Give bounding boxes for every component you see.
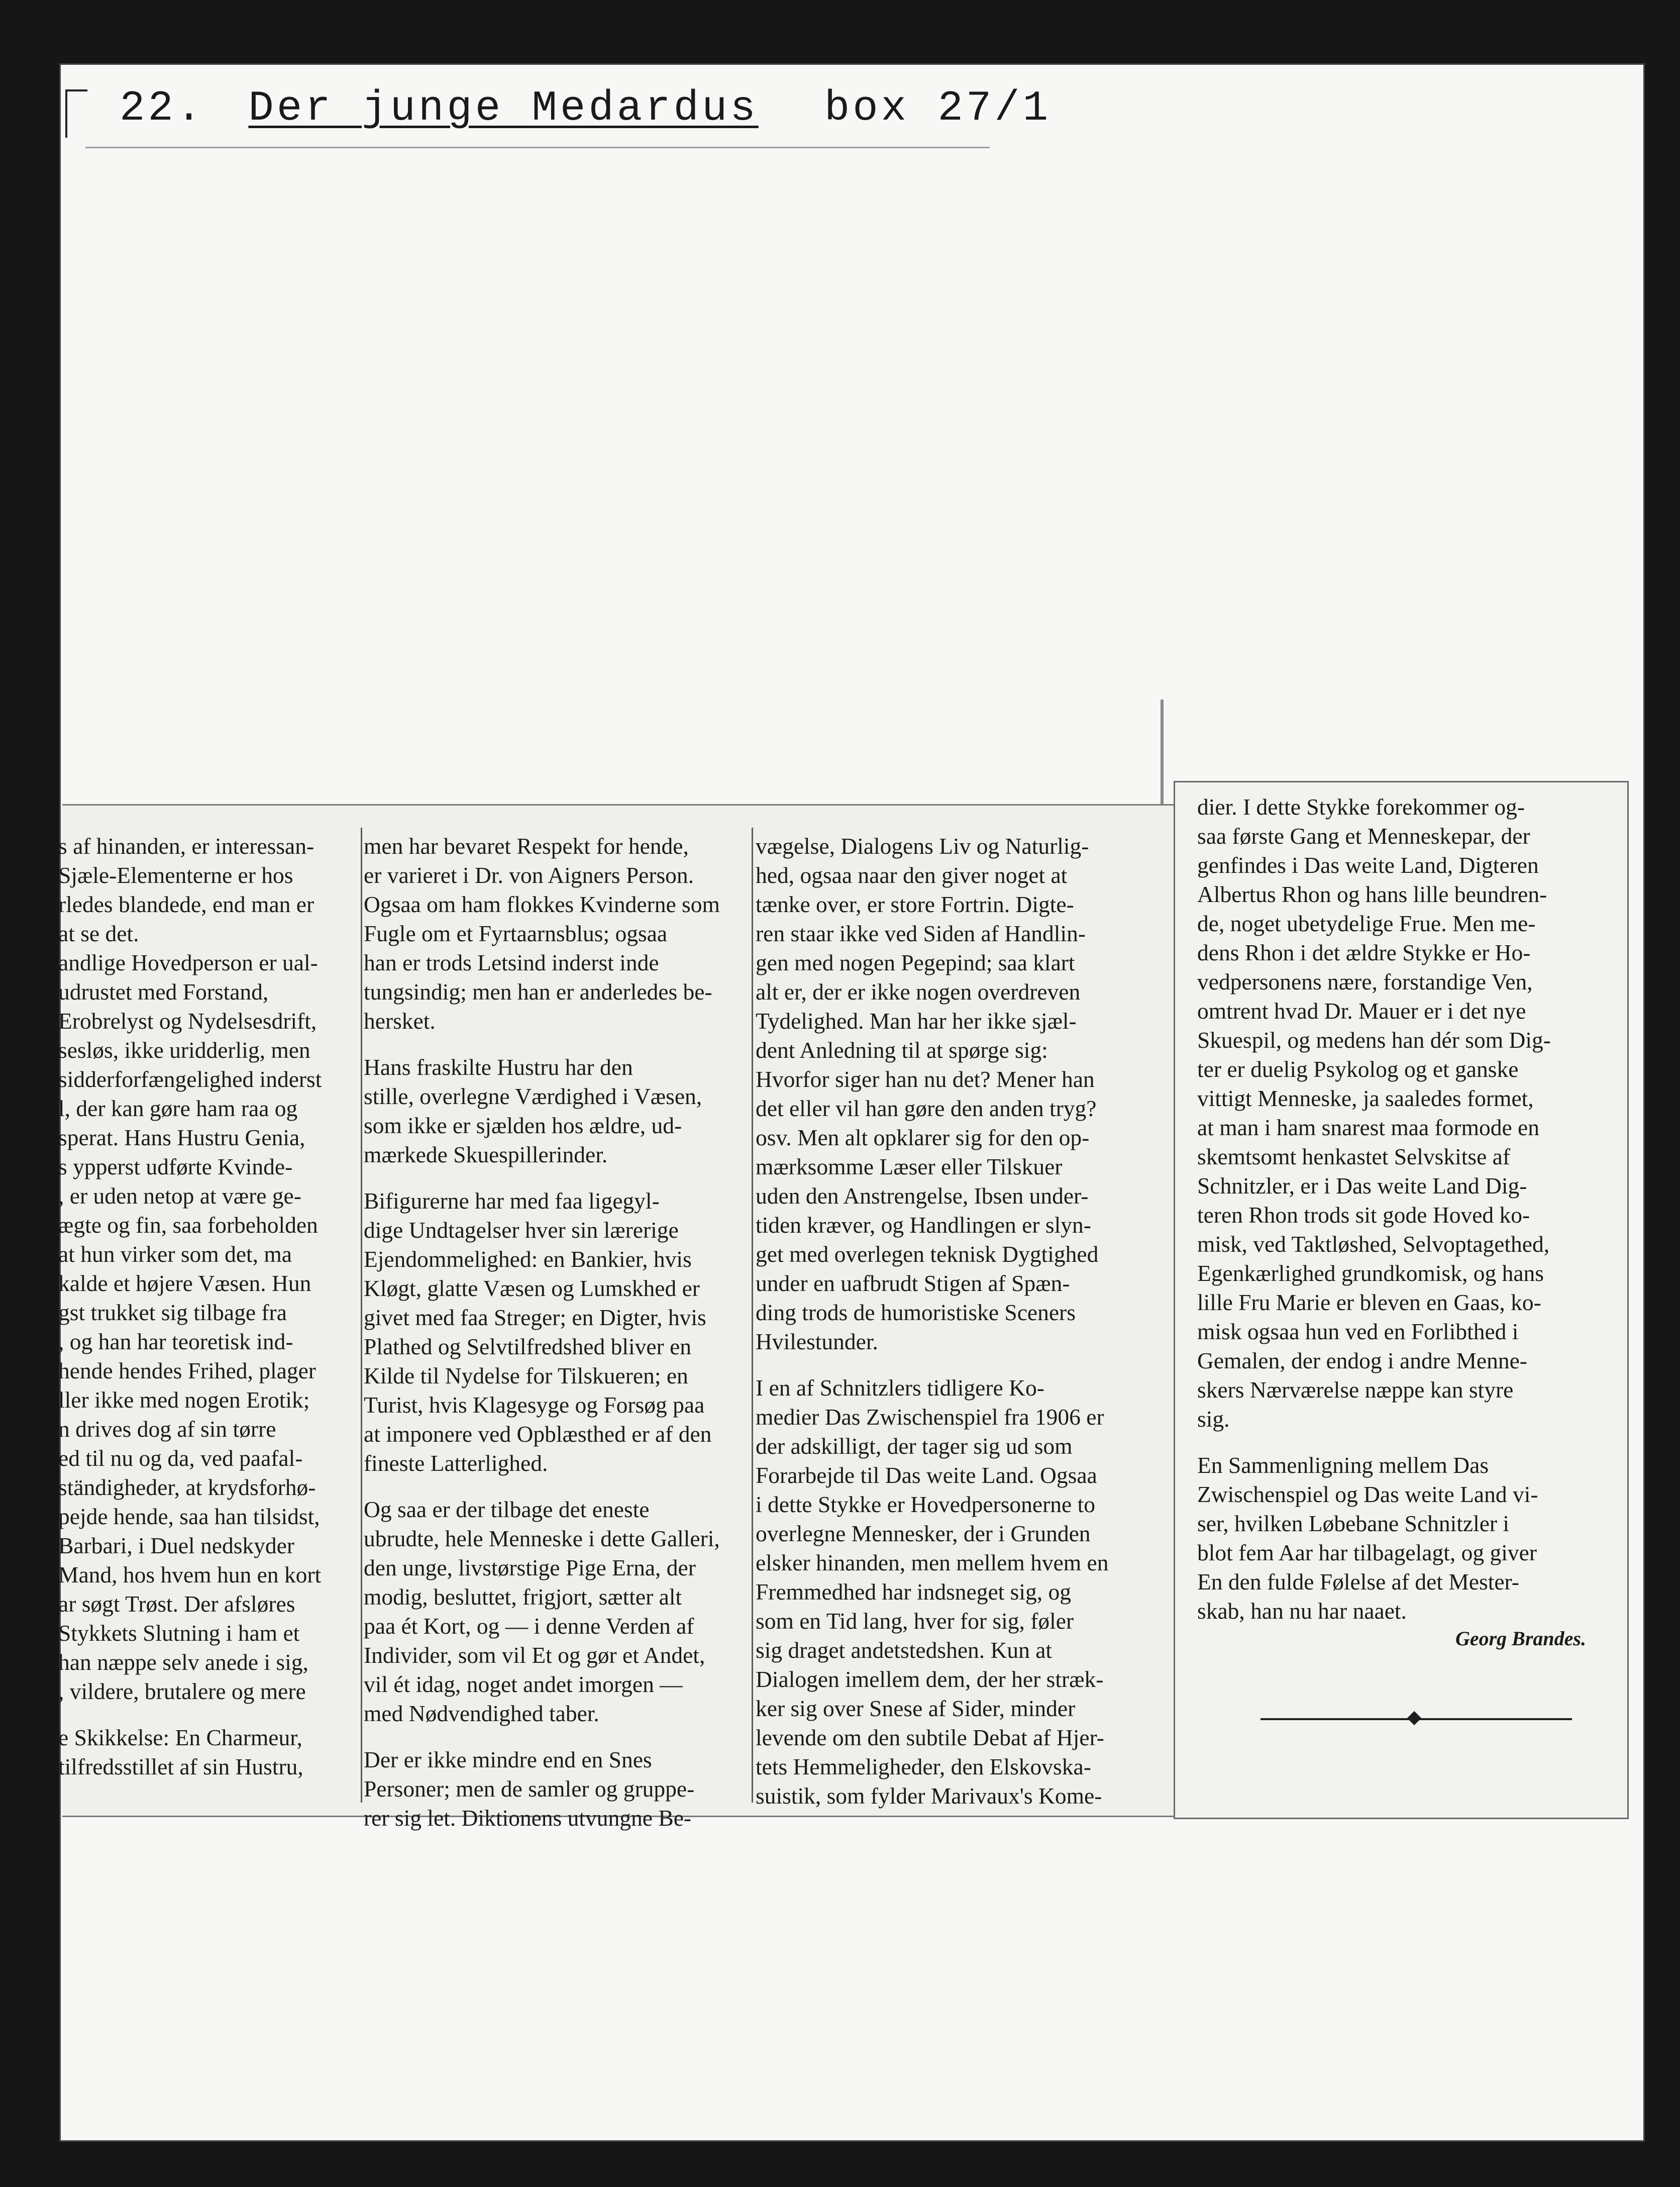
text-line: at man i ham snarest maa formode en	[1197, 1115, 1539, 1140]
text-line: pejde hende, saa han tilsidst,	[58, 1504, 320, 1529]
text-line: Der er ikke mindre end en Snes	[364, 1747, 652, 1772]
text-line: hersket.	[364, 1008, 436, 1034]
text-line: Turist, hvis Klagesyge og Forsøg paa	[364, 1392, 705, 1418]
text-line: Ejendommelighed: en Bankier, hvis	[364, 1246, 692, 1272]
text-line: ding trods de humoristiske Sceners	[756, 1300, 1076, 1325]
article-column-4	[1197, 792, 1609, 1626]
text-line: Kilde til Nydelse for Tilskueren; en	[364, 1363, 688, 1388]
text-line: Hvilestunder.	[756, 1329, 878, 1354]
text-line: Barbari, i Duel nedskyder	[58, 1533, 295, 1558]
text-line: blot fem Aar har tilbagelagt, og giver	[1197, 1540, 1537, 1565]
text-line: vægelse, Dialogens Liv og Naturlig-	[756, 833, 1089, 859]
text-line: i dette Stykke er Hovedpersonerne to	[756, 1492, 1095, 1517]
text-line: han er trods Letsind inderst inde	[364, 950, 659, 975]
text-line: Dialogen imellem dem, der her stræk-	[756, 1666, 1104, 1692]
text-line: alt er, der er ikke nogen overdreven	[756, 979, 1081, 1005]
text-line: hed, ogsaa naar den giver noget at	[756, 862, 1068, 888]
text-line: den unge, livstørstige Pige Erna, der	[364, 1555, 696, 1580]
text-line: Fremmedhed har indsneget sig, og	[756, 1579, 1072, 1605]
text-line: ar søgt Trøst. Der afsløres	[58, 1591, 295, 1617]
text-line: , vildere, brutalere og mere	[58, 1678, 306, 1704]
text-line: Erobrelyst og Nydelsesdrift,	[58, 1008, 317, 1034]
text-line: ständigheder, at krydsforhø-	[58, 1474, 316, 1500]
text-line: ed til nu og da, ved paafal-	[58, 1445, 303, 1471]
text-line: ser, hvilken Løbebane Schnitzler i	[1197, 1511, 1510, 1536]
text-line: En den fulde Følelse af det Mester-	[1197, 1569, 1519, 1595]
text-line: Hans fraskilte Hustru har den	[364, 1054, 633, 1080]
text-line: rledes blandede, end man er	[58, 891, 314, 917]
article-column-2	[364, 832, 736, 1833]
text-line: I en af Schnitzlers tidligere Ko-	[756, 1375, 1044, 1401]
text-line: kalde et højere Væsen. Hun	[58, 1270, 311, 1296]
text-line: Mand, hos hvem hun en kort	[58, 1562, 322, 1587]
card-number: 22.	[120, 85, 205, 133]
text-line: sperat. Hans Hustru Genia,	[58, 1125, 305, 1150]
text-line: Fugle om et Fyrtaarnsblus; ogsaa	[364, 921, 668, 946]
text-line: get med overlegen teknisk Dygtighed	[756, 1241, 1099, 1267]
text-line: paa ét Kort, og — i denne Verden af	[364, 1613, 694, 1639]
article-column-3	[756, 832, 1152, 1811]
text-line: suistik, som fylder Marivaux's Kome-	[756, 1783, 1102, 1809]
text-line: teren Rhon trods sit gode Hoved ko-	[1197, 1202, 1530, 1228]
text-line: mærksomme Læser eller Tilskuer	[756, 1154, 1063, 1179]
paragraph-gap	[364, 1728, 736, 1745]
text-line: dent Anledning til at spørge sig:	[756, 1037, 1048, 1063]
article-column-1	[58, 832, 350, 1781]
text-line: sig draget andetstedshen. Kun at	[756, 1637, 1053, 1663]
end-ornament-rule	[1261, 1718, 1572, 1720]
paragraph-gap	[756, 1356, 1152, 1373]
newspaper-clipping-main	[58, 804, 1174, 1831]
text-line: En Sammenligning mellem Das	[1197, 1452, 1489, 1478]
text-line: stille, overlegne Værdighed i Væsen,	[364, 1083, 702, 1109]
card-header	[120, 81, 1051, 137]
text-line: Zwischenspiel og Das weite Land vi-	[1197, 1481, 1538, 1507]
text-line: Forarbejde til Das weite Land. Ogsaa	[756, 1462, 1097, 1488]
text-line: det eller vil han gøre den anden tryg?	[756, 1096, 1097, 1121]
text-line: overlegne Mennesker, der i Grunden	[756, 1521, 1091, 1546]
text-line: Hvorfor siger han nu det? Mener han	[756, 1066, 1095, 1092]
text-line: der adskilligt, der tager sig ud som	[756, 1433, 1073, 1459]
text-line: Stykkets Slutning i ham et	[58, 1620, 300, 1646]
text-line: sesløs, ikke uridderlig, men	[58, 1037, 310, 1063]
text-line: uden den Anstrengelse, Ibsen under-	[756, 1183, 1089, 1209]
text-line: som en Tid lang, hver for sig, føler	[756, 1608, 1074, 1634]
text-line: misk, ved Taktløshed, Selvoptagethed,	[1197, 1231, 1550, 1257]
paragraph-gap	[364, 1478, 736, 1495]
text-line: han næppe selv anede i sig,	[58, 1649, 308, 1675]
text-line: skemtsomt henkastet Selvskitse af	[1197, 1144, 1511, 1169]
text-line: lille Fru Marie er bleven en Gaas, ko-	[1197, 1289, 1541, 1315]
text-line: er varieret i Dr. von Aigners Person.	[364, 862, 694, 888]
text-line: men har bevaret Respekt for hende,	[364, 833, 689, 859]
text-line: Personer; men de samler og gruppe-	[364, 1776, 695, 1802]
text-line: ren staar ikke ved Siden af Handlin-	[756, 921, 1086, 946]
text-line: ægte og fin, saa forbeholden	[58, 1212, 318, 1238]
author-signature: Georg Brandes.	[1455, 1627, 1586, 1650]
paragraph-gap	[1197, 1434, 1609, 1451]
text-line: Schnitzler, er i Das weite Land Dig-	[1197, 1173, 1527, 1199]
text-line: vedpersonens nære, forstandige Ven,	[1197, 969, 1533, 995]
text-line: modig, besluttet, frigjort, sætter alt	[364, 1584, 682, 1610]
paragraph-gap	[58, 1706, 350, 1723]
text-line: misk ogsaa hun ved en Forlibthed i	[1197, 1319, 1519, 1344]
text-line: at imponere ved Opblæsthed er af den	[364, 1421, 712, 1447]
text-line: at se det.	[58, 921, 139, 946]
text-line: Egenkærlighed grundkomisk, og hans	[1197, 1260, 1544, 1286]
text-line: osv. Men alt opklarer sig for den op-	[756, 1125, 1090, 1150]
text-line: saa første Gang et Menneskepar, der	[1197, 823, 1530, 849]
text-line: Ogsaa om ham flokkes Kvinderne som	[364, 891, 720, 917]
text-line: andlige Hovedperson er ual-	[58, 950, 318, 975]
text-line: sidderforfængelighed inderst	[58, 1066, 322, 1092]
paper-edge-line	[1161, 700, 1164, 805]
text-line: Sjæle-Elementerne er hos	[58, 862, 293, 888]
text-line: ubrudte, hele Menneske i dette Galleri,	[364, 1526, 720, 1551]
text-line: s af hinanden, er interessan-	[58, 833, 314, 859]
text-line: tets Hemmeligheder, den Elskovska-	[756, 1754, 1091, 1779]
text-line: l, der kan gøre ham raa og	[58, 1096, 298, 1121]
card-title: Der junge Medardus	[248, 85, 759, 133]
text-line: fineste Latterlighed.	[364, 1450, 548, 1476]
text-line: Plathed og Selvtilfredshed bliver en	[364, 1334, 692, 1359]
header-divider	[85, 147, 990, 148]
text-line: Tydelighed. Man har her ikke sjæl-	[756, 1008, 1077, 1034]
text-line: vil ét idag, noget andet imorgen —	[364, 1671, 683, 1697]
text-line: med Nødvendighed taber.	[364, 1701, 599, 1726]
column-rule	[752, 828, 753, 1803]
text-line: s ypperst udførte Kvinde-	[58, 1154, 293, 1179]
column-rule	[361, 828, 362, 1803]
text-line: givet med faa Streger; en Digter, hvis	[364, 1305, 706, 1330]
text-line: Kløgt, glatte Væsen og Lumskhed er	[364, 1275, 700, 1301]
text-line: ller ikke med nogen Erotik;	[58, 1387, 310, 1413]
text-line: genfindes i Das weite Land, Digteren	[1197, 852, 1539, 878]
text-line: skab, han nu har naaet.	[1197, 1598, 1407, 1624]
text-line: levende om den subtile Debat af Hjer-	[756, 1725, 1104, 1750]
text-line: sig.	[1197, 1406, 1230, 1432]
text-line: at hun virker som det, ma	[58, 1241, 292, 1267]
text-line: Skuespil, og medens han dér som Dig-	[1197, 1027, 1551, 1053]
newspaper-clipping-right	[1174, 781, 1629, 1819]
text-line: tilfredsstillet af sin Hustru,	[58, 1754, 303, 1779]
text-line: tænke over, er store Fortrin. Digte-	[756, 891, 1074, 917]
text-line: Gemalen, der endog i andre Menne-	[1197, 1348, 1527, 1373]
text-line: vittigt Menneske, ja saaledes formet,	[1197, 1085, 1534, 1111]
text-line: gst trukket sig tilbage fra	[58, 1300, 287, 1325]
text-line: de, noget ubetydelige Frue. Men me-	[1197, 911, 1536, 936]
text-line: dige Undtagelser hver sin lærerige	[364, 1217, 679, 1243]
text-line: under en uafbrudt Stigen af Spæn-	[756, 1270, 1070, 1296]
box-label: box 27/1	[824, 85, 1052, 133]
text-line: n drives dog af sin tørre	[58, 1416, 276, 1442]
text-line: medier Das Zwischenspiel fra 1906 er	[756, 1404, 1104, 1430]
corner-bracket-mark	[65, 89, 87, 138]
text-line: mærkede Skuespillerinder.	[364, 1142, 608, 1167]
text-line: Albertus Rhon og hans lille beundren-	[1197, 881, 1547, 907]
text-line: gen med nogen Pegepind; saa klart	[756, 950, 1075, 975]
text-line: ker sig over Snese af Sider, minder	[756, 1696, 1076, 1721]
text-line: , og han har teoretisk ind-	[58, 1329, 293, 1354]
text-line: tiden kræver, og Handlingen er slyn-	[756, 1212, 1091, 1238]
text-line: udrustet med Forstand,	[58, 979, 269, 1005]
paragraph-gap	[364, 1036, 736, 1053]
text-line: som ikke er sjælden hos ældre, ud-	[364, 1113, 682, 1138]
paragraph-gap	[364, 1169, 736, 1186]
text-line: omtrent hvad Dr. Mauer er i det nye	[1197, 998, 1526, 1024]
text-line: skers Nærværelse næppe kan styre	[1197, 1377, 1514, 1403]
text-line: rer sig let. Diktionens utvungne Be-	[364, 1805, 692, 1831]
text-line: tungsindig; men han er anderledes be-	[364, 979, 712, 1005]
text-line: Individer, som vil Et og gør et Andet,	[364, 1642, 705, 1668]
text-line: elsker hinanden, men mellem hvem en	[756, 1550, 1109, 1575]
text-line: dier. I dette Stykke forekommer og-	[1197, 794, 1525, 820]
text-line: Bifigurerne har med faa ligegyl-	[364, 1188, 660, 1214]
text-line: ter er duelig Psykolog og et ganske	[1197, 1056, 1519, 1082]
text-line: Og saa er der tilbage det eneste	[364, 1497, 650, 1522]
text-line: dens Rhon i det ældre Stykke er Ho-	[1197, 940, 1531, 965]
text-line: hende hendes Frihed, plager	[58, 1358, 316, 1383]
text-line: , er uden netop at være ge-	[58, 1183, 301, 1209]
text-line: e Skikkelse: En Charmeur,	[58, 1725, 302, 1750]
